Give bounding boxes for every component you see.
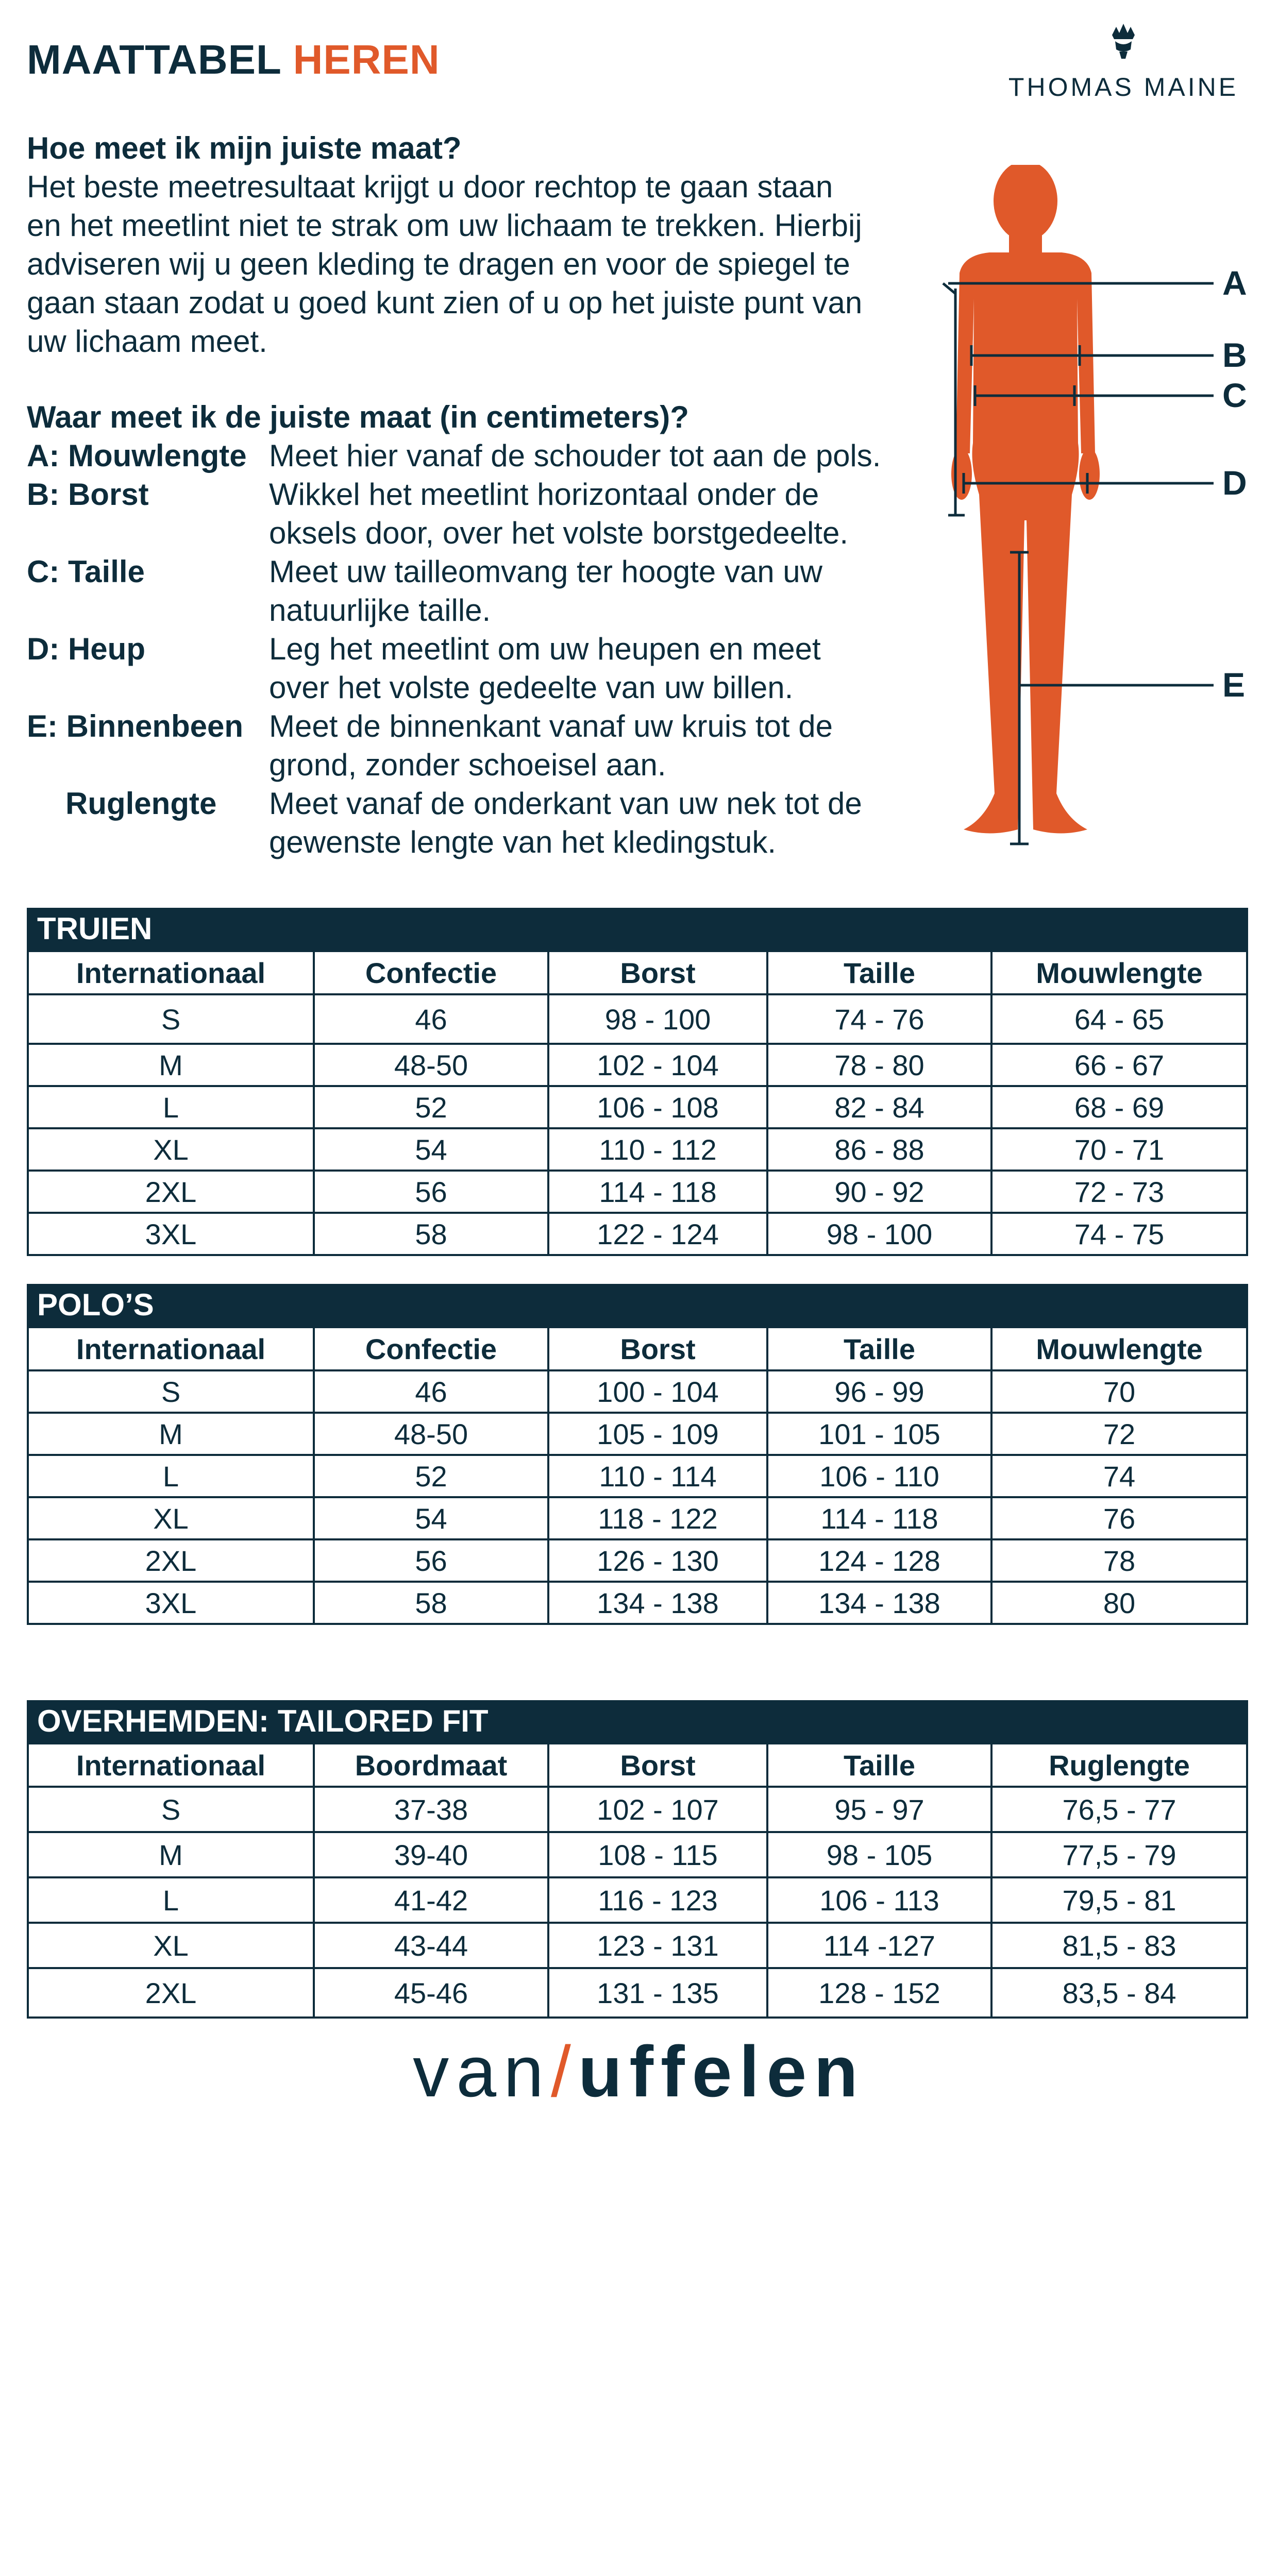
table-title: TRUIEN: [27, 908, 1248, 950]
table-title: POLO’S: [27, 1284, 1248, 1326]
table-cell: 52: [314, 1455, 548, 1497]
guide-desc-line: Meet hier vanaf de schouder tot aan de pols.: [269, 438, 881, 473]
table-cell: M: [28, 1832, 314, 1877]
table-cell: 48-50: [314, 1044, 548, 1086]
brand-logo: [995, 21, 1252, 108]
table-row: [28, 1370, 1247, 1413]
table-cell: 116 - 123: [548, 1877, 767, 1923]
table-cell: 68 - 69: [991, 1086, 1247, 1128]
guide-label: Ruglengte: [65, 786, 217, 821]
table-cell: 124 - 128: [767, 1539, 991, 1582]
table-title: OVERHEMDEN: TAILORED FIT: [27, 1700, 1248, 1742]
table-row: [28, 1877, 1247, 1923]
guide-heading: Waar meet ik de juiste maat (in centimeters)?: [27, 400, 689, 434]
column-header: Ruglengte: [991, 1743, 1247, 1787]
table-row: [28, 994, 1247, 1044]
label-b: B: [1222, 336, 1247, 374]
table-cell: 37-38: [314, 1787, 548, 1832]
brand-name: THOMAS MAINE: [1008, 73, 1239, 101]
column-header: Borst: [548, 951, 767, 994]
guide-desc-line: Wikkel het meetlint horizontaal onder de: [269, 477, 819, 512]
table-cell: 2XL: [28, 1171, 314, 1213]
column-header: Mouwlengte: [991, 951, 1247, 994]
table-cell: 128 - 152: [767, 1968, 991, 2018]
table-cell: 52: [314, 1086, 548, 1128]
size-table-truien: [27, 908, 1248, 1256]
table-cell: L: [28, 1877, 314, 1923]
crown-icon: [1108, 21, 1139, 62]
title-main: MAATTABEL: [27, 37, 281, 82]
table-cell: 108 - 115: [548, 1832, 767, 1877]
table-row: [28, 1787, 1247, 1832]
guide-desc-line: over het volste gedeelte van uw billen.: [269, 670, 794, 705]
guide-description: [269, 784, 954, 861]
label-c: C: [1222, 376, 1247, 414]
column-header: Borst: [548, 1327, 767, 1370]
table-cell: 58: [314, 1582, 548, 1624]
table-cell: 106 - 110: [767, 1455, 991, 1497]
table-row: [28, 1539, 1247, 1582]
table-cell: 98 - 100: [767, 1213, 991, 1255]
table-cell: 114 - 118: [767, 1497, 991, 1539]
guide-description: [269, 475, 954, 552]
table-cell: 66 - 67: [991, 1044, 1247, 1086]
guide-desc-line: Meet de binnenkant vanaf uw kruis tot de: [269, 709, 833, 743]
table-cell: 98 - 100: [548, 994, 767, 1044]
table-cell: 131 - 135: [548, 1968, 767, 2018]
guide-description: [269, 707, 954, 784]
table-cell: 64 - 65: [991, 994, 1247, 1044]
table-cell: 110 - 114: [548, 1455, 767, 1497]
table-cell: XL: [28, 1497, 314, 1539]
table-row: [28, 1044, 1247, 1086]
table-cell: 74 - 76: [767, 994, 991, 1044]
guide-desc-line: oksels door, over het volste borstgedeelte.: [269, 516, 849, 550]
column-header: Confectie: [314, 951, 548, 994]
table-cell: 100 - 104: [548, 1370, 767, 1413]
table-cell: 74 - 75: [991, 1213, 1247, 1255]
table-row: [28, 1086, 1247, 1128]
title-accent: HEREN: [293, 37, 440, 82]
table-cell: 72 - 73: [991, 1171, 1247, 1213]
guide-item-waist: [27, 552, 954, 630]
table-row: [28, 1832, 1247, 1877]
table-cell: 134 - 138: [548, 1582, 767, 1624]
table-row: [28, 1923, 1247, 1968]
table-cell: 39-40: [314, 1832, 548, 1877]
guide-label: C: Taille: [27, 554, 145, 589]
table-cell: 78 - 80: [767, 1044, 991, 1086]
guide-description: [269, 552, 954, 630]
table-cell: 46: [314, 994, 548, 1044]
column-header: Internationaal: [28, 1327, 314, 1370]
size-table: [27, 950, 1248, 1256]
guide-item-sleeve: [27, 436, 954, 475]
guide-item-inseam: [27, 707, 954, 784]
table-cell: 83,5 - 84: [991, 1968, 1247, 2018]
table-cell: 76: [991, 1497, 1247, 1539]
intro-section: [27, 129, 944, 361]
table-cell: 122 - 124: [548, 1213, 767, 1255]
table-cell: 79,5 - 81: [991, 1877, 1247, 1923]
table-header-row: [28, 1743, 1247, 1787]
table-cell: L: [28, 1086, 314, 1128]
column-header: Taille: [767, 1327, 991, 1370]
column-header: Taille: [767, 951, 991, 994]
size-table-polos: [27, 1284, 1248, 1625]
table-cell: L: [28, 1455, 314, 1497]
table-header-row: [28, 1327, 1247, 1370]
intro-line: gaan staan zodat u goed kunt zien of u op het juiste punt van: [27, 285, 863, 320]
guide-description: [269, 436, 954, 475]
table-cell: 106 - 113: [767, 1877, 991, 1923]
table-cell: 2XL: [28, 1539, 314, 1582]
table-cell: 114 - 118: [548, 1171, 767, 1213]
body-measurement-figure: [917, 165, 1268, 876]
table-cell: 2XL: [28, 1968, 314, 2018]
table-cell: 3XL: [28, 1582, 314, 1624]
body-silhouette: [951, 165, 1100, 834]
logo-part-uffelen: uffelen: [578, 2031, 865, 2112]
table-cell: 54: [314, 1128, 548, 1171]
guide-description: [269, 630, 954, 707]
table-cell: S: [28, 994, 314, 1044]
table-cell: 81,5 - 83: [991, 1923, 1247, 1968]
size-table-overhemden: [27, 1700, 1248, 2019]
intro-line: uw lichaam meet.: [27, 324, 267, 359]
logo-slash: /: [550, 2031, 578, 2112]
table-cell: 56: [314, 1171, 548, 1213]
intro-heading: Hoe meet ik mijn juiste maat?: [27, 131, 462, 165]
table-cell: XL: [28, 1128, 314, 1171]
guide-item-hip: [27, 630, 954, 707]
column-header: Boordmaat: [314, 1743, 548, 1787]
measurement-labels: [1222, 264, 1247, 704]
table-row: [28, 1128, 1247, 1171]
table-cell: 41-42: [314, 1877, 548, 1923]
table-cell: S: [28, 1787, 314, 1832]
guide-desc-line: gewenste lengte van het kledingstuk.: [269, 825, 776, 859]
table-cell: 102 - 107: [548, 1787, 767, 1832]
guide-label: B: Borst: [27, 477, 149, 512]
logo-part-van: van: [413, 2031, 551, 2112]
column-header: Mouwlengte: [991, 1327, 1247, 1370]
table-cell: 102 - 104: [548, 1044, 767, 1086]
table-cell: 70 - 71: [991, 1128, 1247, 1171]
table-cell: 56: [314, 1539, 548, 1582]
table-cell: 114 -127: [767, 1923, 991, 1968]
column-header: Confectie: [314, 1327, 548, 1370]
table-cell: 106 - 108: [548, 1086, 767, 1128]
footer-logo: [0, 2030, 1278, 2113]
table-cell: 80: [991, 1582, 1247, 1624]
table-cell: S: [28, 1370, 314, 1413]
table-cell: 82 - 84: [767, 1086, 991, 1128]
table-header-row: [28, 951, 1247, 994]
table-row: [28, 1171, 1247, 1213]
table-cell: 3XL: [28, 1213, 314, 1255]
guide-label: E: Binnenbeen: [27, 709, 244, 743]
table-cell: 110 - 112: [548, 1128, 767, 1171]
intro-line: en het meetlint niet te strak om uw lichaam te trekken. Hierbij: [27, 208, 862, 243]
table-cell: 45-46: [314, 1968, 548, 2018]
table-cell: 78: [991, 1539, 1247, 1582]
table-row: [28, 1497, 1247, 1539]
table-row: [28, 1455, 1247, 1497]
table-cell: M: [28, 1413, 314, 1455]
table-cell: 123 - 131: [548, 1923, 767, 1968]
table-row: [28, 1968, 1247, 2018]
table-cell: 43-44: [314, 1923, 548, 1968]
label-a: A: [1222, 264, 1247, 302]
table-cell: 48-50: [314, 1413, 548, 1455]
guide-label: D: Heup: [27, 632, 145, 666]
intro-line: Het beste meetresultaat krijgt u door rechtop te gaan staan: [27, 170, 833, 204]
label-e: E: [1222, 666, 1246, 704]
table-cell: 77,5 - 79: [991, 1832, 1247, 1877]
table-cell: 96 - 99: [767, 1370, 991, 1413]
column-header: Borst: [548, 1743, 767, 1787]
guide-item-chest: [27, 475, 954, 552]
column-header: Internationaal: [28, 951, 314, 994]
table-row: [28, 1582, 1247, 1624]
table-cell: 101 - 105: [767, 1413, 991, 1455]
table-cell: 95 - 97: [767, 1787, 991, 1832]
table-cell: M: [28, 1044, 314, 1086]
guide-label: A: Mouwlengte: [27, 438, 247, 473]
guide-item-back-length: [27, 784, 954, 861]
table-cell: 126 - 130: [548, 1539, 767, 1582]
guide-desc-line: Meet vanaf de onderkant van uw nek tot de: [269, 786, 862, 821]
size-table: [27, 1742, 1248, 2019]
table-cell: 74: [991, 1455, 1247, 1497]
table-row: [28, 1413, 1247, 1455]
size-table: [27, 1326, 1248, 1625]
label-d: D: [1222, 464, 1247, 502]
page-title: [27, 36, 440, 83]
guide-desc-line: Leg het meetlint om uw heupen en meet: [269, 632, 821, 666]
table-cell: 118 - 122: [548, 1497, 767, 1539]
guide-desc-line: Meet uw tailleomvang ter hoogte van uw: [269, 554, 822, 589]
table-row: [28, 1213, 1247, 1255]
guide-desc-line: grond, zonder schoeisel aan.: [269, 748, 666, 782]
measurement-guide: [27, 398, 954, 861]
table-cell: 46: [314, 1370, 548, 1413]
column-header: Taille: [767, 1743, 991, 1787]
guide-desc-line: natuurlijke taille.: [269, 593, 491, 628]
table-cell: 86 - 88: [767, 1128, 991, 1171]
table-cell: 90 - 92: [767, 1171, 991, 1213]
table-cell: 70: [991, 1370, 1247, 1413]
intro-line: adviseren wij u geen kleding te dragen en voor de spiegel te: [27, 247, 850, 281]
table-cell: 134 - 138: [767, 1582, 991, 1624]
table-cell: 72: [991, 1413, 1247, 1455]
table-cell: XL: [28, 1923, 314, 1968]
table-cell: 58: [314, 1213, 548, 1255]
table-cell: 54: [314, 1497, 548, 1539]
column-header: Internationaal: [28, 1743, 314, 1787]
table-cell: 98 - 105: [767, 1832, 991, 1877]
table-cell: 76,5 - 77: [991, 1787, 1247, 1832]
table-cell: 105 - 109: [548, 1413, 767, 1455]
